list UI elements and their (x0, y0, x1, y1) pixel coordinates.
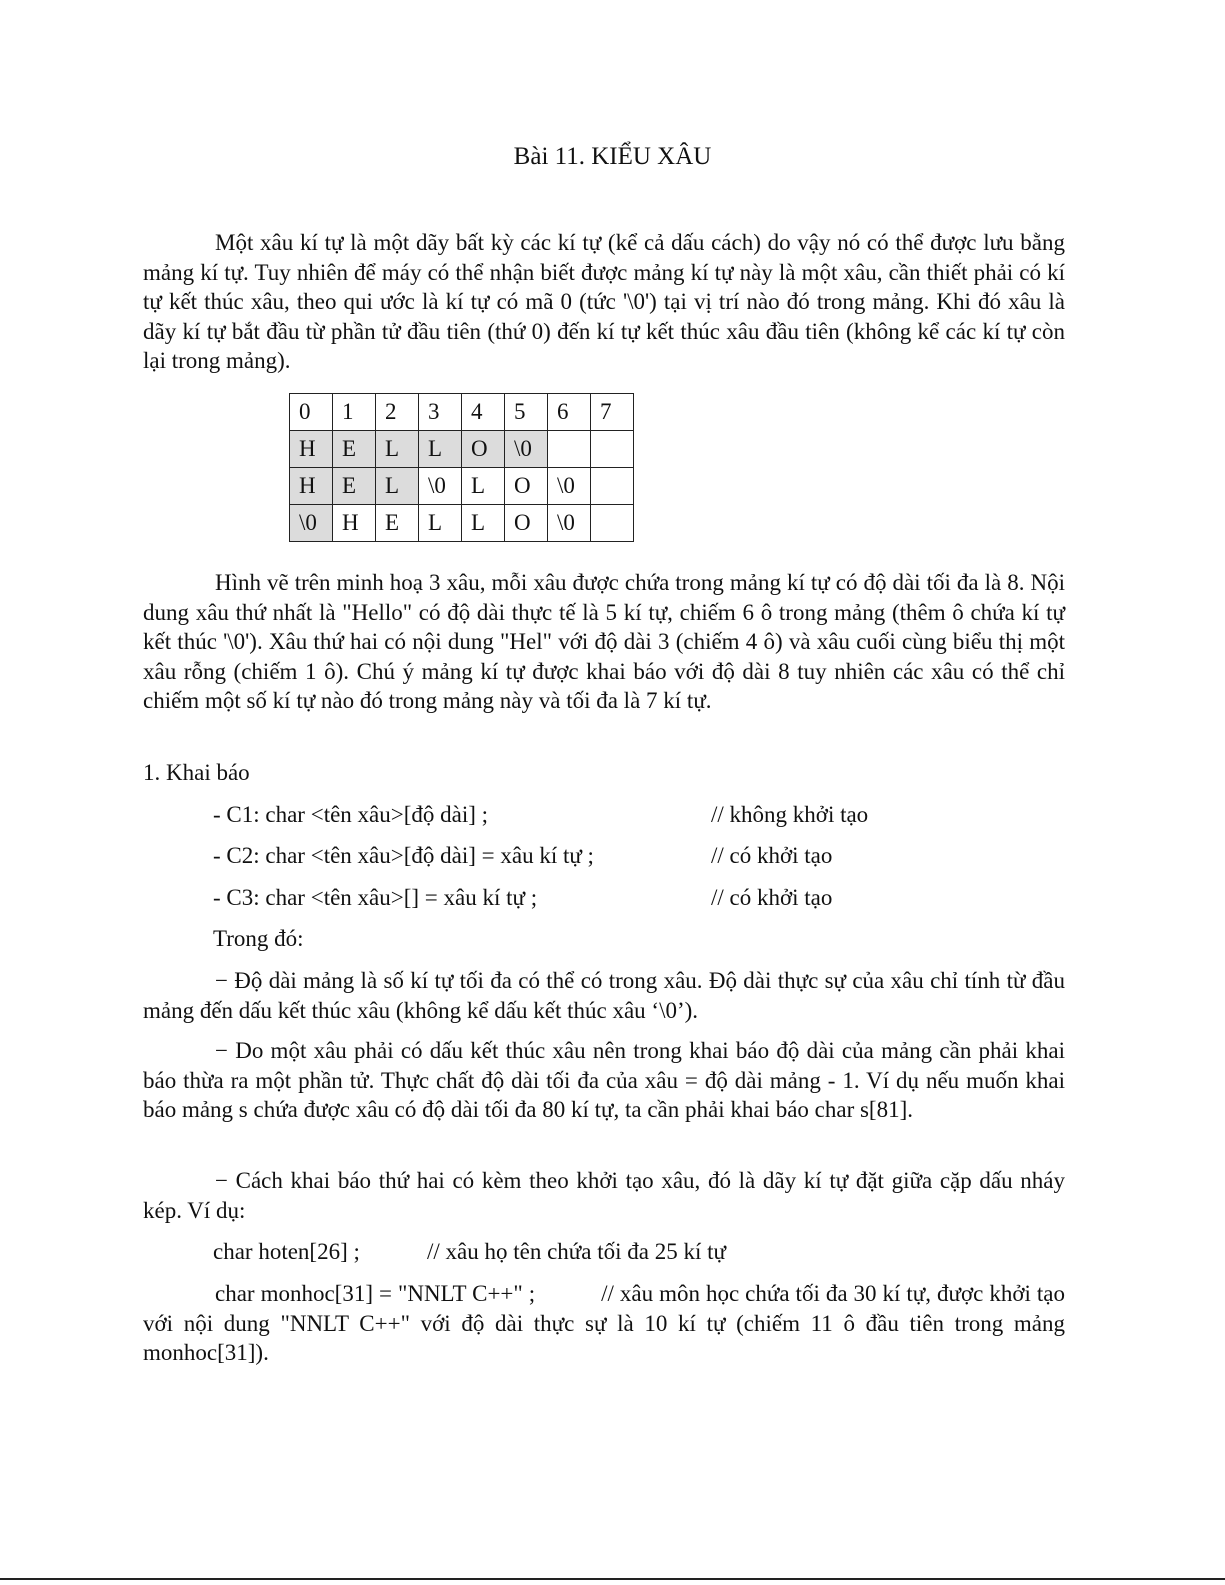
table-cell: \0 (419, 468, 462, 505)
table-cell: E (376, 505, 419, 542)
table-row (290, 468, 634, 505)
header-cell: 2 (376, 394, 419, 431)
note-paragraph: − Cách khai báo thứ hai có kèm theo khởi tạo xâu, đó là dãy kí tự đặt giữa cặp dấu nháy kép. Ví dụ: (143, 1168, 1065, 1223)
note-paragraph: − Do một xâu phải có dấu kết thúc xâu nên trong khai báo độ dài của mảng cần phải khai báo thừa ra một phần tử. Thực chất độ dài tối đa của xâu = độ dài mảng - 1. Ví dụ nếu muốn khai báo mảng s chứa được xâu có độ dài tối đa 80 kí tự, ta cần phải khai báo char s[81]. (143, 1038, 1065, 1123)
table-cell: \0 (548, 505, 591, 542)
table-cell: \0 (548, 468, 591, 505)
declaration-c2-comment: // có khởi tạo (711, 843, 833, 868)
declaration-c2: - C2: char <tên xâu>[độ dài] = xâu kí tự ; (213, 843, 594, 868)
intro-paragraph: Một xâu kí tự là một dãy bất kỳ các kí tự (kể cả dấu cách) do vậy nó có thể được lưu bằng mảng kí tự. Tuy nhiên để máy có thể nhận biết được mảng kí tự này là một xâu, cần thiết phải có kí tự kết thúc xâu, theo qui ước là kí tự có mã 0 (tức '\0') tại vị trí nào đó trong mảng. Khi đó xâu là dãy kí tự bắt đầu từ phần tử đầu tiên (thứ 0) đến kí tự kết thúc xâu đầu tiên (không kể các kí tự còn lại trong mảng). (143, 230, 1065, 374)
bottom-rule (0, 1578, 1225, 1580)
header-cell: 1 (333, 394, 376, 431)
table-cell: O (505, 468, 548, 505)
declaration-c3: - C3: char <tên xâu>[] = xâu kí tự ; (213, 885, 538, 910)
table-row (290, 505, 634, 542)
table-cell: L (462, 468, 505, 505)
explanation-paragraph: Hình vẽ trên minh hoạ 3 xâu, mỗi xâu được chứa trong mảng kí tự có độ dài tối đa là 8. Nội dung xâu thứ nhất là "Hello" có độ dài thực tế là 5 kí tự, chiếm 6 ô trong mảng (thêm ô chứa kí tự kết thúc '\0'). Xâu thứ hai có nội dung "Hel" với độ dài 3 (chiếm 4 ô) và xâu cuối cùng biểu thị một xâu rỗng (chiếm 1 ô). Chú ý mảng kí tự được khai báo với độ dài 8 tuy nhiên các xâu có thể chỉ chiếm một số kí tự nào đó trong mảng này và tối đa là 7 kí tự. (143, 570, 1065, 714)
table-cell: \0 (290, 505, 333, 542)
header-cell: 6 (548, 394, 591, 431)
table-row (290, 431, 634, 468)
declaration-c1: - C1: char <tên xâu>[độ dài] ; (213, 802, 489, 827)
table-cell: L (419, 505, 462, 542)
table-cell (591, 468, 634, 505)
example-code: char hoten[26] ; (213, 1239, 360, 1264)
table-cell: H (290, 468, 333, 505)
table-cell: L (462, 505, 505, 542)
header-cell: 0 (290, 394, 333, 431)
table-cell: L (376, 468, 419, 505)
table-cell: H (290, 431, 333, 468)
header-cell: 7 (591, 394, 634, 431)
declaration-c3-comment: // có khởi tạo (711, 885, 833, 910)
section-heading: 1. Khai báo (143, 760, 250, 785)
table-cell: H (333, 505, 376, 542)
string-array-table (289, 393, 634, 542)
header-cell: 3 (419, 394, 462, 431)
table-cell: O (462, 431, 505, 468)
example-paragraph: char monhoc[31] = "NNLT C++" ; // xâu môn học chứa tối đa 30 kí tự, được khởi tạo với nội dung "NNLT C++" với độ dài thực sự là 10 kí tự (chiếm 11 ô đầu tiên trong mảng monhoc[31]). (143, 1281, 1071, 1366)
table-cell: O (505, 505, 548, 542)
example-comment: // xâu họ tên chứa tối đa 25 kí tự (427, 1239, 726, 1264)
table-cell: E (333, 468, 376, 505)
declaration-c1-comment: // không khởi tạo (711, 802, 869, 827)
note-paragraph: − Độ dài mảng là số kí tự tối đa có thể có trong xâu. Độ dài thực sự của xâu chỉ tính từ đầu mảng đến dấu kết thúc xâu (không kể dấu kết thúc xâu ‘\0’). (143, 968, 1065, 1023)
table-cell (591, 505, 634, 542)
page-title: Bài 11. KIỂU XÂU (513, 143, 712, 170)
table-cell: L (376, 431, 419, 468)
header-cell: 4 (462, 394, 505, 431)
table-cell: \0 (505, 431, 548, 468)
header-cell: 5 (505, 394, 548, 431)
table-cell: L (419, 431, 462, 468)
table-cell (591, 431, 634, 468)
table-cell (548, 431, 591, 468)
table-header-row (290, 394, 634, 431)
table-cell: E (333, 431, 376, 468)
where-label: Trong đó: (213, 926, 304, 951)
